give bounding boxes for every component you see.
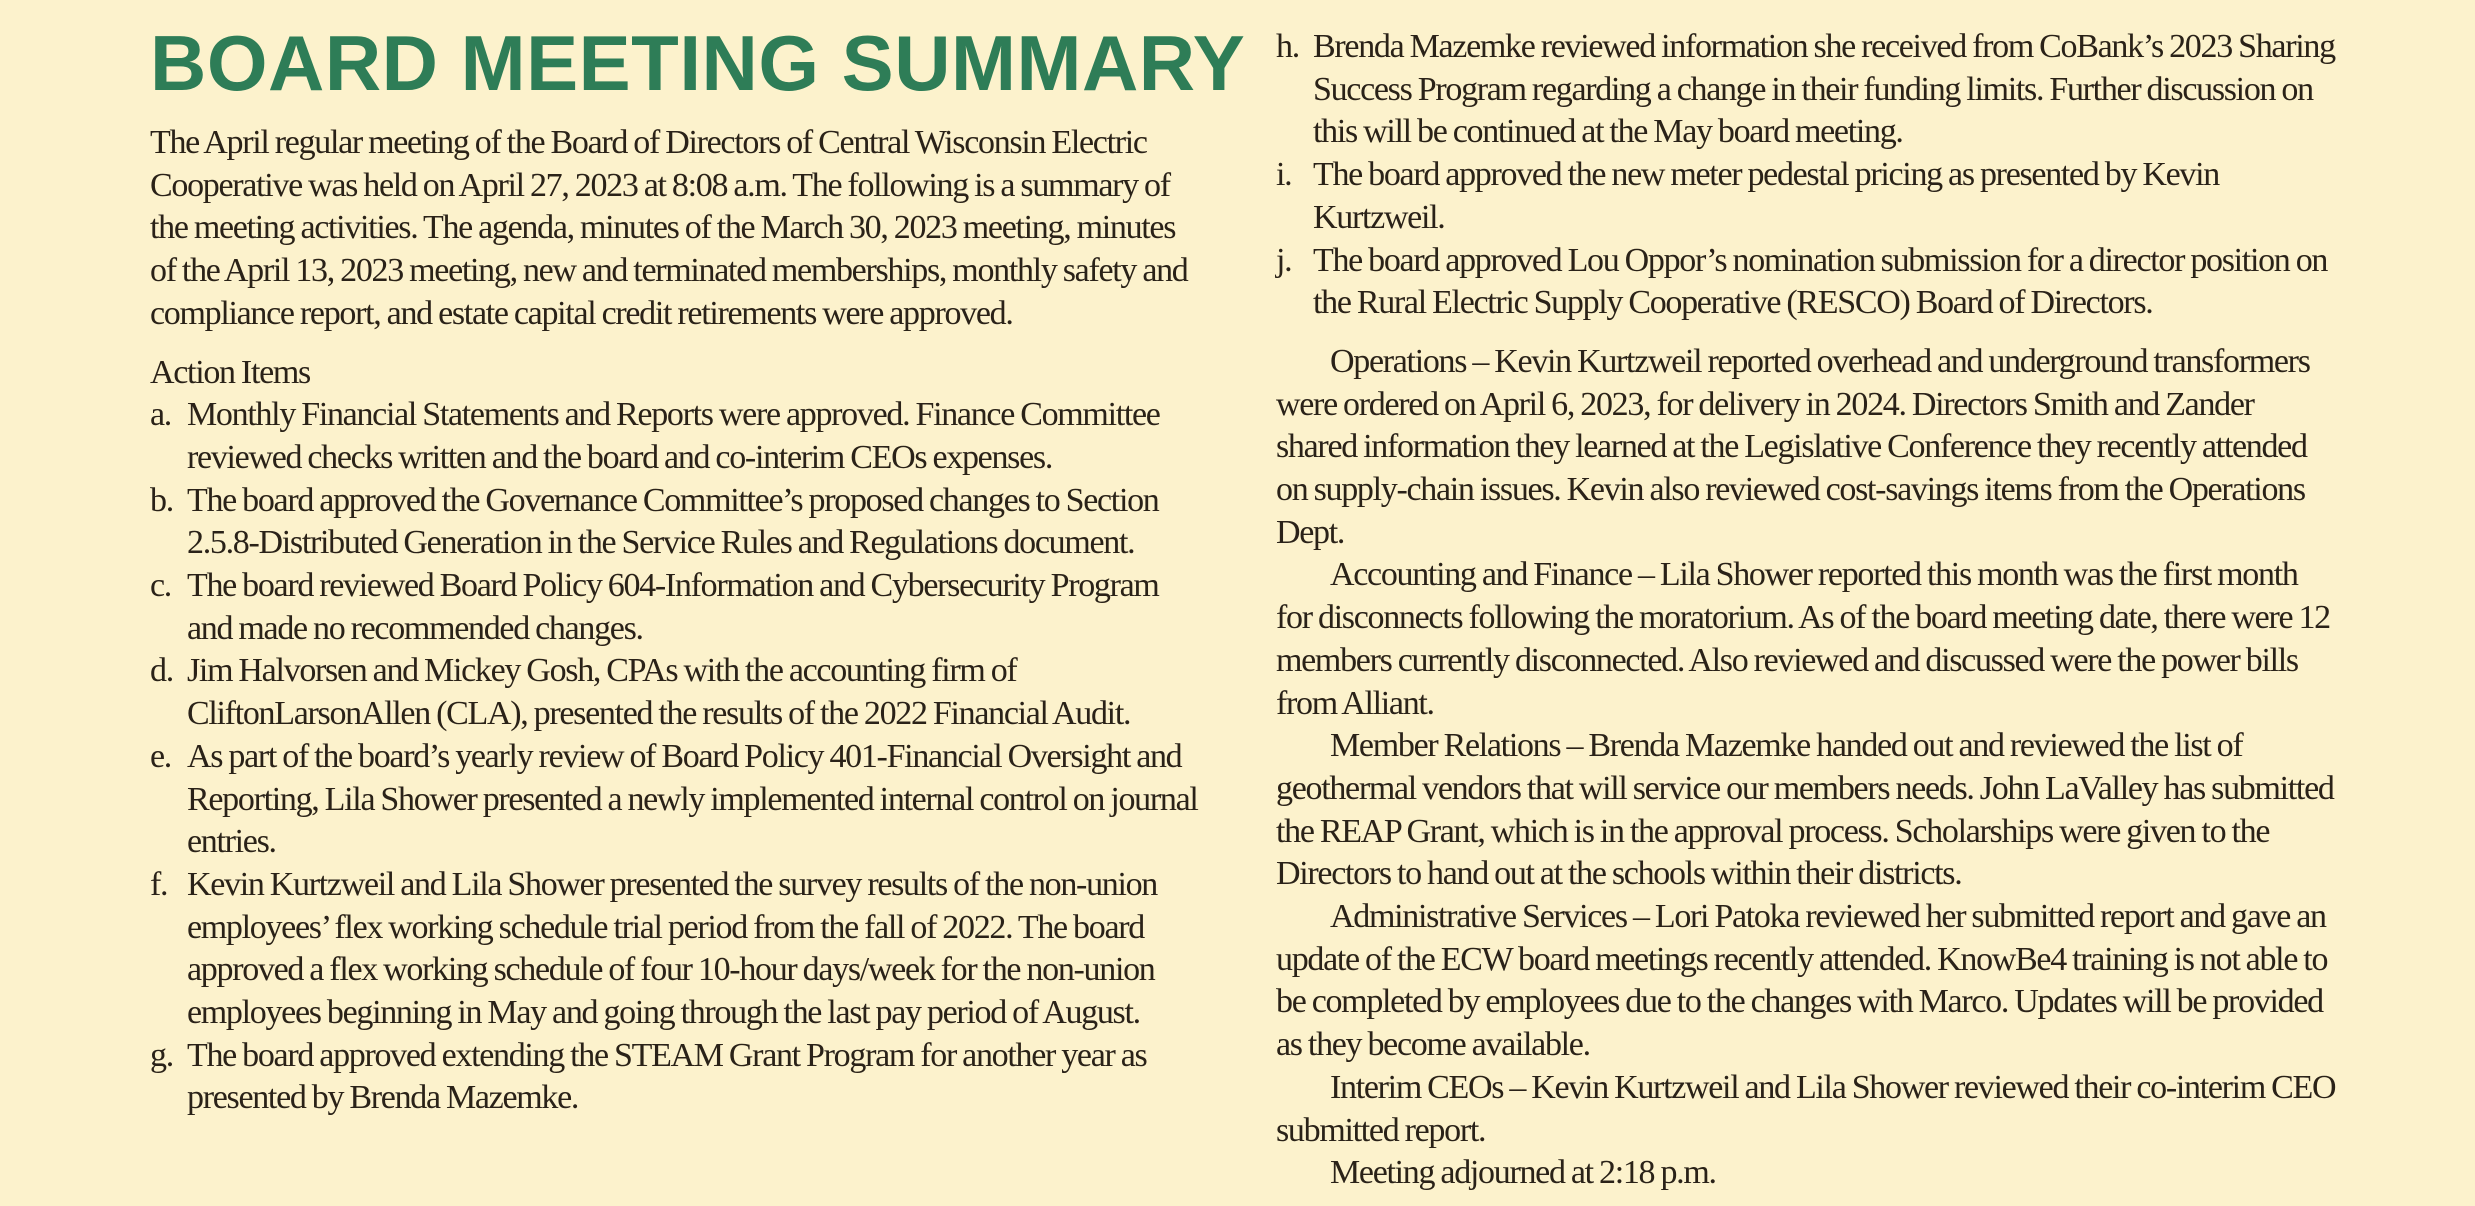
action-item [150, 394, 1200, 479]
action-item-marker: j. [1276, 241, 1292, 279]
action-item-marker: e. [150, 737, 171, 775]
action-item-marker: i. [1276, 156, 1292, 194]
left-column-text [150, 122, 1200, 1120]
action-item-marker: d. [150, 652, 173, 690]
action-items-heading: Action Items [150, 353, 310, 391]
action-item-marker: h. [1276, 28, 1299, 65]
action-item [150, 1035, 1200, 1120]
action-item-marker: a. [150, 396, 171, 434]
action-item-text: Kevin Kurtzweil and Lila Shower presented the survey results of the non-union employees’ flex working schedule trial period from the fall of 2022. The board approved a flex working schedule of four 10-hour days/week for the non-union employees beginning in May and going through the last pay period of August. [187, 865, 1158, 1032]
administrative-services-report: Administrative Services – Lori Patoka reviewed her submitted report and gave an update of the ECW board meetings recently attended. KnowBe4 training is not able to be completed by employees due to the changes with Marco. Updates will be provided as they become available. [1276, 898, 2328, 1064]
action-item [150, 565, 1200, 650]
action-item-text: As part of the board’s yearly review of Board Policy 401-Financial Oversight and Reporting, Lila Shower presented a newly implemented internal control on journal entries. [187, 737, 1198, 861]
left-column [150, 0, 1246, 1120]
accounting-finance-report: Accounting and Finance – Lila Shower reported this month was the first month for disconnects following the moratorium. As of the board meeting date, there were 12 members currently disconnected. Also reviewed and discussed were the power bills from Alliant. [1276, 556, 2330, 722]
action-item [150, 650, 1200, 735]
action-item-marker: f. [150, 865, 168, 903]
operations-report: Operations – Kevin Kurtzweil reported overhead and underground transformers were ordered on April 6, 2023, for delivery in 2024. Directors Smith and Zander shared information they learned at the Legislative Conference they recently attended on supply-chain issues. Kevin also reviewed cost-savings items from the Operations Dept. [1276, 342, 2310, 551]
action-item-text: Brenda Mazemke reviewed information she received from CoBank’s 2023 Sharing Success Program regarding a change in their funding limits. Further discussion on this will be continued at the May board meeting. [1313, 28, 2335, 151]
action-item-text: The board reviewed Board Policy 604-Information and Cybersecurity Program and made no recommended changes. [187, 567, 1159, 647]
action-item-marker: g. [150, 1036, 173, 1074]
action-item [1276, 26, 2338, 154]
action-items-list [150, 394, 1200, 1120]
action-item-marker: c. [150, 567, 171, 605]
member-relations-report: Member Relations – Brenda Mazemke handed out and reviewed the list of geothermal vendors that will service our members needs. John LaValley has submitted the REAP Grant, which is in the approval process. Scholarships were given to the Directors to hand out at the schools within their districts. [1276, 727, 2334, 893]
action-item-text: The board approved extending the STEAM Grant Program for another year as presented by Brenda Mazemke. [187, 1036, 1147, 1117]
right-column-text [1276, 26, 2338, 1195]
action-item [1276, 240, 2338, 325]
action-item-marker: b. [150, 481, 173, 519]
action-item-text: The board approved the Governance Committee’s proposed changes to Section 2.5.8-Distributed Generation in the Service Rules and Regulations document. [187, 481, 1159, 562]
page-title: BOARD MEETING SUMMARY [150, 19, 1246, 107]
intro-paragraph: The April regular meeting of the Board of Directors of Central Wisconsin Electric Cooperative was held on April 27, 2023 at 8:08 a.m. The following is a summary of the meeting activities. The agenda, minutes of the March 30, 2023 meeting, minutes of the April 13, 2023 meeting, new and terminated memberships, monthly safety and compliance report, and estate capital credit retirements were approved. [150, 124, 1188, 332]
action-item [150, 864, 1200, 1035]
right-column [1276, 0, 2338, 1195]
action-item-text: Monthly Financial Statements and Reports were approved. Finance Committee reviewed checks written and the board and co-interim CEOs expenses. [187, 396, 1160, 476]
meeting-adjourned-note: Meeting adjourned at 2:18 p.m. [1330, 1154, 1716, 1192]
action-item-text: Jim Halvorsen and Mickey Gosh, CPAs with the accounting firm of CliftonLarsonAllen (CLA), presented the results of the 2022 Financial Audit. [187, 652, 1131, 733]
action-item [1276, 154, 2338, 239]
action-item [150, 736, 1200, 864]
action-item-text: The board approved the new meter pedestal pricing as presented by Kevin Kurtzweil. [1313, 156, 2219, 236]
action-item [150, 480, 1200, 565]
action-item-text: The board approved Lou Oppor’s nomination submission for a director position on the Rural Electric Supply Cooperative (RESCO) Board of Directors. [1313, 241, 2328, 322]
interim-ceos-report: Interim CEOs – Kevin Kurtzweil and Lila Shower reviewed their co-interim CEO submitted report. [1276, 1068, 2336, 1149]
action-items-list-continued [1276, 26, 2338, 325]
